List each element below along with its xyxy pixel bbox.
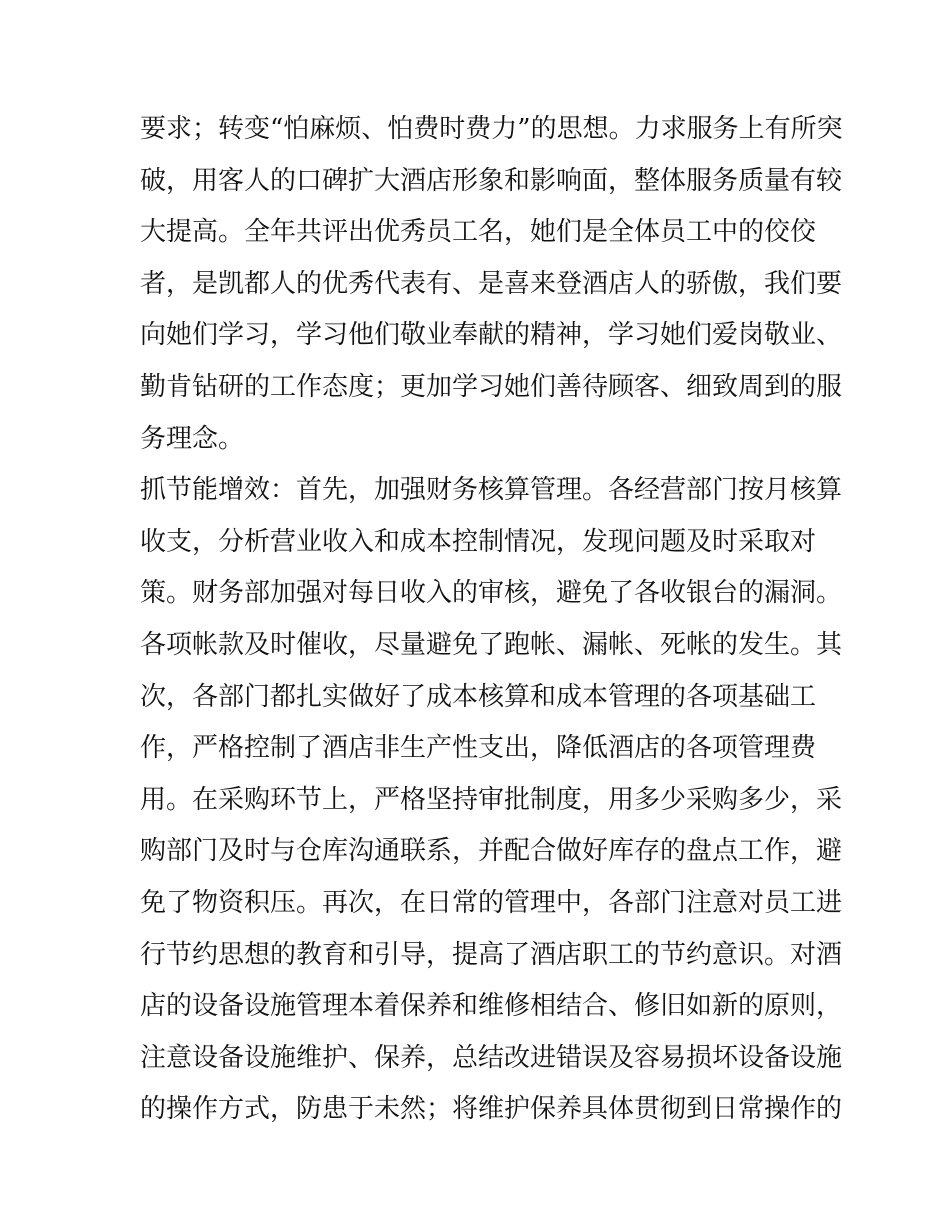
text-line: 者，是凯都人的优秀代表有、是喜来登酒店人的骄傲，我们要 (140, 268, 843, 299)
text-line: 店的设备设施管理本着保养和维修相结合、修旧如新的原则， (140, 991, 843, 1022)
text-line: 策。财务部加强对每日收入的审核，避免了各收银台的漏洞。 (140, 578, 843, 609)
body-text (140, 104, 843, 1136)
text-line: 的操作方式，防患于未然；将维护保养具体贯彻到日常操作的 (140, 1094, 843, 1125)
text-line: 免了物资积压。再次，在日常的管理中，各部门注意对员工进 (140, 887, 843, 918)
text-line: 行节约思想的教育和引导，提高了酒店职工的节约意识。对酒 (140, 939, 843, 970)
text-line: 注意设备设施维护、保养，总结改进错误及容易损坏设备设施 (140, 1042, 843, 1073)
text-line: 向她们学习，学习他们敬业奉献的精神，学习她们爱岗敬业、 (140, 320, 843, 351)
text-line: 抓节能增效：首先，加强财务核算管理。各经营部门按月核算 (140, 475, 843, 506)
text-line: 购部门及时与仓库沟通联系，并配合做好库存的盘点工作，避 (140, 836, 843, 867)
text-line: 作，严格控制了酒店非生产性支出，降低酒店的各项管理费 (140, 733, 817, 764)
text-line: 各项帐款及时催收，尽量避免了跑帐、漏帐、死帐的发生。其 (140, 629, 843, 660)
text-line: 破，用客人的口碑扩大酒店形象和影响面，整体服务质量有较 (140, 165, 843, 196)
text-line: 务理念。 (140, 423, 245, 454)
text-line: 用。在采购环节上，严格坚持审批制度，用多少采购多少，采 (140, 784, 843, 815)
text-line: 次，各部门都扎实做好了成本核算和成本管理的各项基础工 (140, 681, 817, 712)
text-line: 勤肯钻研的工作态度；更加学习她们善待顾客、细致周到的服 (140, 371, 843, 402)
text-line: 要求；转变“怕麻烦、怕费时费力”的思想。力求服务上有所突 (140, 114, 843, 144)
text-line: 收支，分析营业收入和成本控制情况，发现问题及时采取对 (140, 526, 817, 557)
text-line: 大提高。全年共评出优秀员工名，她们是全体员工中的佼佼 (140, 217, 817, 248)
